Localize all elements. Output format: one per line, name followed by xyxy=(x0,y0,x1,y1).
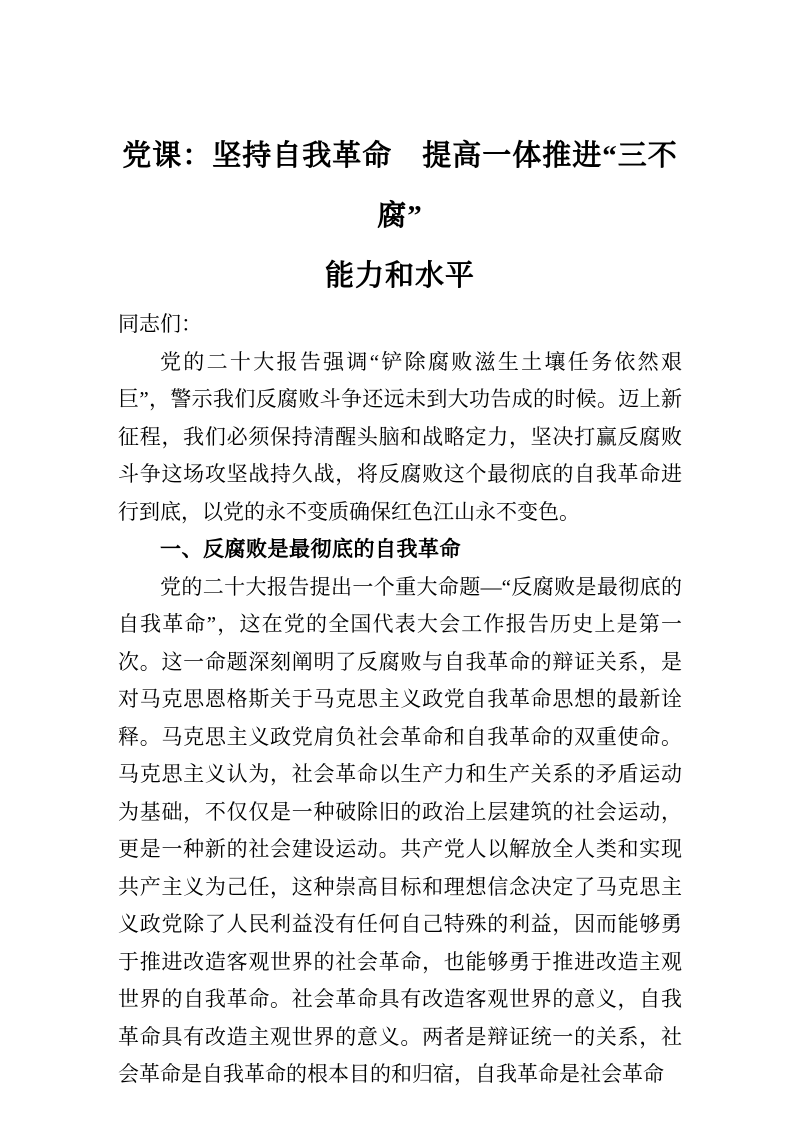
document-title-line-2: 能力和水平 xyxy=(324,260,475,292)
document-title xyxy=(118,126,682,306)
section-1-heading: 一、反腐败是最彻底的自我革命 xyxy=(160,538,461,561)
section-1-paragraph: 党的二十大报告提出一个重大命题—“反腐败是最彻底的自我革命”，这在党的全国代表大会工作报告历史上是第一次。这一命题深刻阐明了反腐败与自我革命的辩证关系，是对马克思恩格斯关于马克思主义政党自我革命思想的最新诠释。马克思主义政党肩负社会革命和自我革命的双重使命。马克思主义认为，社会革命以生产力和生产关系的矛盾运动为基础，不仅仅是一种破除旧的政治上层建筑的社会运动，更是一种新的社会建设运动。共产党人以解放全人类和实现共产主义为己任，这种崇高目标和理想信念决定了马克思主义政党除了人民利益没有任何自己特殊的利益，因而能够勇于推进改造客观世界的社会革命，也能够勇于推进改造主观世界的自我革命。社会革命具有改造客观世界的意义，自我革命具有改造主观世界的意义。两者是辩证统一的关系，社会革命是自我革命的根本目的和归宿，自我革命是社会革命 xyxy=(118,574,682,1086)
salutation: 同志们： xyxy=(118,312,202,336)
intro-paragraph: 党的二十大报告强调“铲除腐败滋生土壤任务依然艰巨”，警示我们反腐败斗争还远未到大功告成的时候。迈上新征程，我们必须保持清醒头脑和战略定力，坚决打赢反腐败斗争这场攻坚战持久战，将反腐败这个最彻底的自我革命进行到底，以党的永不变质确保红色江山永不变色。 xyxy=(118,349,682,524)
document-title-line-1: 党课：坚持自我革命 提高一体推进“三不腐” xyxy=(122,140,678,232)
